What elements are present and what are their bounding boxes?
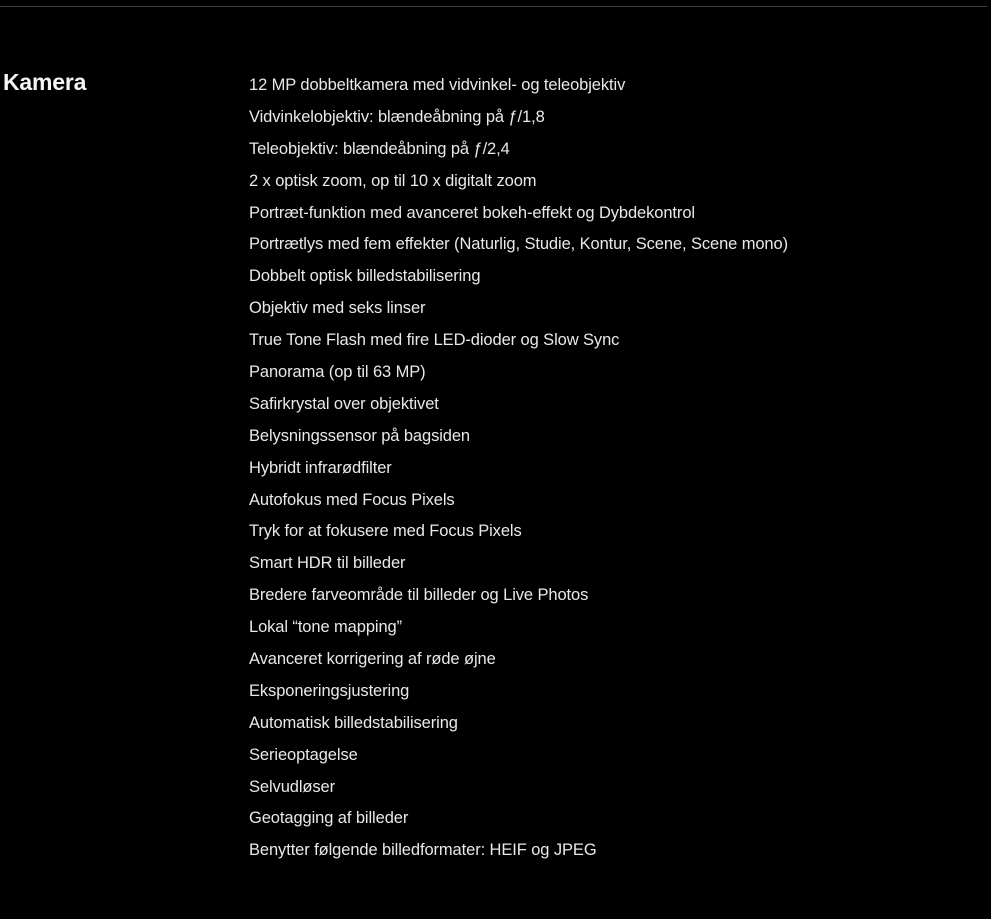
spec-item: Automatisk billedstabilisering (249, 713, 458, 732)
spec-item: Serieoptagelse (249, 745, 358, 764)
spec-item: Objektiv med seks linser (249, 299, 426, 318)
top-divider (0, 6, 987, 7)
spec-item: Eksponeringsjustering (249, 681, 410, 700)
section-title: Kamera (3, 69, 87, 95)
spec-item: Avanceret korrigering af røde øjne (249, 650, 496, 669)
spec-item: Dobbelt optisk billedstabilisering (249, 267, 481, 286)
spec-item: Selvudløser (249, 777, 336, 796)
spec-item: Safirkrystal over objektivet (249, 394, 439, 413)
spec-item: Bredere farveområde til billeder og Live Photos (249, 586, 589, 605)
spec-item: 2 x optisk zoom, op til 10 x digitalt zoom (249, 171, 537, 190)
spec-item: Portrætlys med fem effekter (Naturlig, Studie, Kontur, Scene, Scene mono) (249, 235, 788, 254)
spec-item: Hybridt infrarødfilter (249, 458, 392, 477)
spec-item: Teleobjektiv: blændeåbning på ƒ/2,4 (249, 139, 510, 158)
spec-item: Lokal “tone mapping” (249, 618, 403, 637)
spec-item: Vidvinkelobjektiv: blændeåbning på ƒ/1,8 (249, 107, 545, 126)
spec-item: Benytter følgende billedformater: HEIF og JPEG (249, 841, 597, 860)
spec-item: Geotagging af billeder (249, 809, 409, 828)
spec-item: 12 MP dobbeltkamera med vidvinkel- og teleobjektiv (249, 76, 626, 94)
spec-item: Panorama (op til 63 MP) (249, 363, 426, 382)
spec-item: True Tone Flash med fire LED-dioder og Slow Sync (249, 331, 620, 350)
spec-item: Smart HDR til billeder (249, 554, 406, 573)
spec-item: Tryk for at fokusere med Focus Pixels (249, 522, 522, 541)
spec-item: Autofokus med Focus Pixels (249, 490, 455, 509)
spec-item: Portræt-funktion med avanceret bokeh-effekt og Dybdekontrol (249, 203, 695, 222)
camera-spec-list (249, 70, 788, 867)
spec-item: Belysningssensor på bagsiden (249, 426, 471, 445)
